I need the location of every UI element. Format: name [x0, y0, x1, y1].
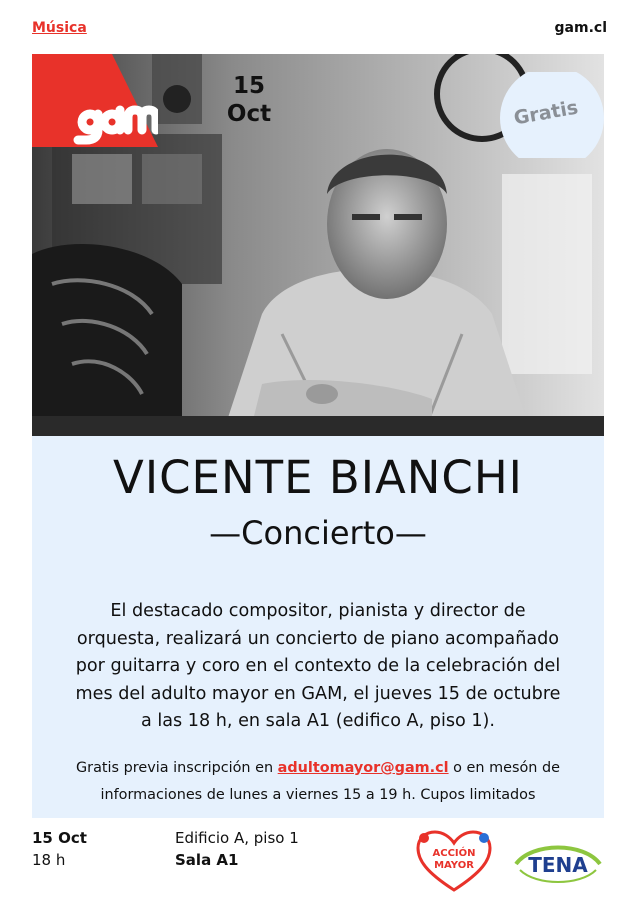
event-description: El destacado compositor, pianista y director de orquesta, realizará un concierto de piano acompañado por guitarra y coro en el contexto de la celebración del mes del adulto mayor en GAM, el jueves 15 de octubre a las 18 h, en sala A1 (edifico A, piso 1). — [75, 601, 561, 731]
date-day: 15 — [232, 73, 265, 99]
event-title: VICENTE BIANCHI — [113, 451, 523, 504]
tena-logo — [512, 836, 604, 888]
footer-location — [175, 827, 299, 871]
tena-text: TENA — [528, 853, 588, 877]
event-subtitle: —Concierto— — [209, 514, 427, 552]
site-link[interactable]: gam.cl — [554, 20, 607, 36]
note-after: o en mesón de informaciones de lunes a viernes 15 a 19 h. Cupos limitados — [100, 760, 560, 803]
accion-text: ACCIÓN — [432, 848, 476, 859]
footer-time: 18 h — [32, 851, 66, 869]
registration-note — [46, 755, 590, 809]
footer-building: Edificio A, piso 1 — [175, 829, 299, 847]
date-month: Oct — [226, 101, 272, 127]
mayor-text: MAYOR — [434, 860, 474, 871]
date-badge — [214, 72, 284, 128]
footer-room: Sala A1 — [175, 851, 239, 869]
accion-mayor-logo — [416, 830, 492, 892]
category-link[interactable]: Música — [32, 20, 87, 36]
footer-datetime — [32, 827, 87, 871]
email-link[interactable]: adultomayor@gam.cl — [277, 760, 449, 776]
footer-date: 15 Oct — [32, 829, 87, 847]
gratis-badge: Gratis — [512, 96, 580, 130]
note-before: Gratis previa inscripción en — [76, 760, 278, 776]
gam-logo — [32, 54, 158, 147]
top-bar — [0, 0, 637, 52]
